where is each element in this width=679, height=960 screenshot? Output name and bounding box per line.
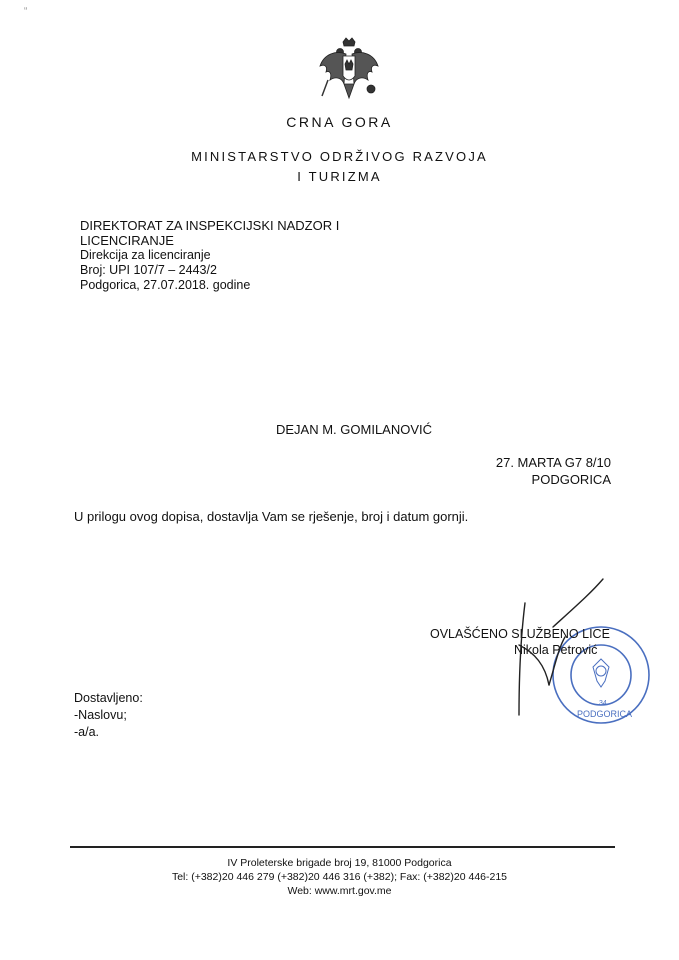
- coat-of-arms-icon: [316, 36, 382, 106]
- document-number: Broj: UPI 107/7 – 2443/2: [80, 263, 217, 277]
- recipient-address-line2: PODGORICA: [531, 472, 611, 487]
- country-name: CRNA GORA: [286, 114, 393, 130]
- stamp-number: 34: [599, 700, 607, 707]
- footer-web: Web: www.mrt.gov.me: [287, 885, 392, 897]
- recipient-address-line1: 27. MARTA G7 8/10: [495, 455, 611, 470]
- footer-divider: [70, 846, 615, 848]
- letter-body: U prilogu ovog dopisa, dostavlja Vam se rješenje, broj i datum gornji.: [74, 509, 469, 524]
- handwritten-signature: [505, 575, 615, 725]
- footer-address: IV Proleterske brigade broj 19, 81000 Podgorica: [227, 857, 452, 869]
- distribution-item: -a/a.: [74, 725, 100, 739]
- recipient-name: DEJAN M. GOMILANOVIĆ: [276, 422, 433, 437]
- stamp-text: PODGORICA: [577, 709, 633, 719]
- sender-block: [80, 218, 339, 293]
- distribution-list: [74, 690, 143, 741]
- sender-directorate-line2: LICENCIRANJE: [80, 233, 174, 248]
- sender-department: Direkcija za licenciranje: [80, 248, 211, 262]
- ministry-name: [0, 147, 679, 187]
- distribution-heading: Dostavljeno:: [74, 691, 143, 705]
- ministry-name-line2: I TURIZMA: [297, 169, 382, 184]
- signatory-name: Nikola Petrović: [514, 643, 598, 657]
- recipient-address: [496, 454, 611, 488]
- footer-phones: Tel: (+382)20 446 279 (+382)20 446 316 (+382); Fax: (+382)20 446-215: [171, 871, 508, 883]
- corner-mark: “: [24, 6, 28, 17]
- place-date: Podgorica, 27.07.2018. godine: [80, 278, 251, 292]
- distribution-item: -Naslovu;: [74, 708, 127, 722]
- signatory-title: OVLAŠĆENO SLUŽBENO LICE: [430, 627, 610, 641]
- ministry-name-line1: MINISTARSTVO ODRŽIVOG RAZVOJA: [191, 149, 488, 164]
- footer: [0, 856, 679, 898]
- sender-directorate-line1: DIREKTORAT ZA INSPEKCIJSKI NADZOR I: [80, 218, 340, 233]
